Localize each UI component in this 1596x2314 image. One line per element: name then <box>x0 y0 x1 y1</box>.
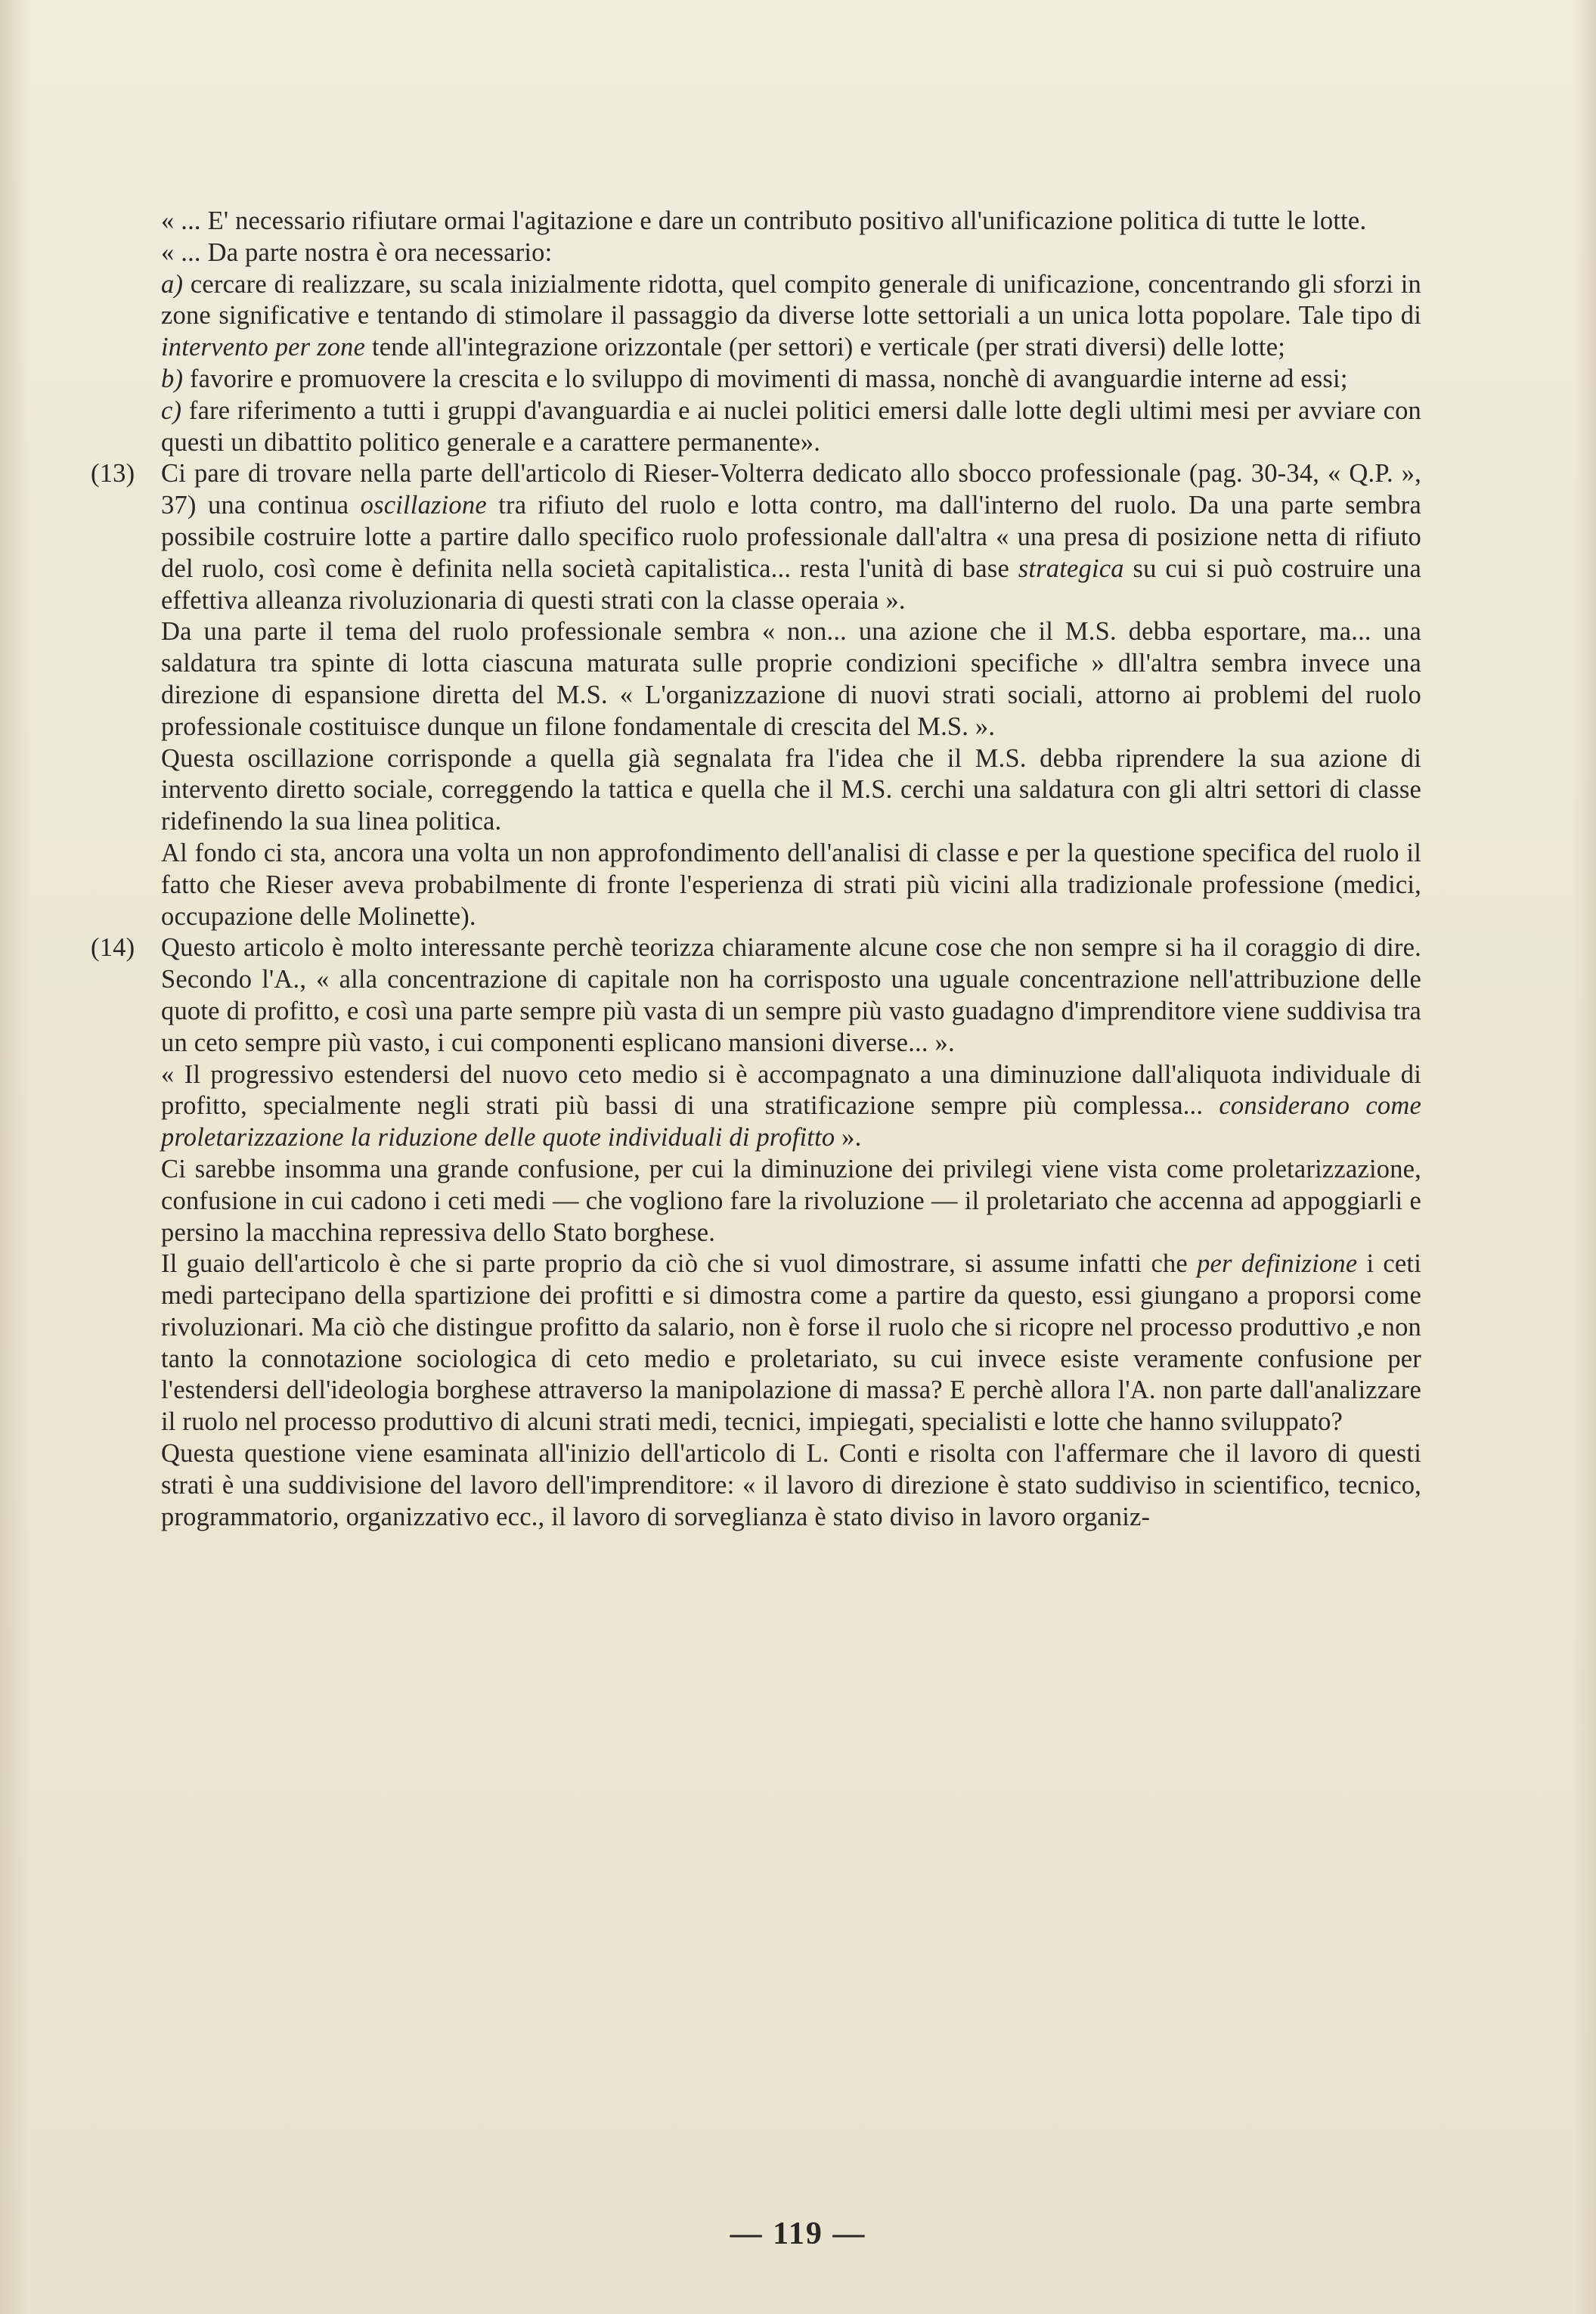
page-number: — 119 — <box>730 2216 866 2251</box>
footnote-13-paragraph-2: Da una parte il tema del ruolo professionale sembra « non... una azione che il M.S. debba esportare, ma... una saldatura tra spinte di lotta ciascuna maturata sulle proprie condizioni specifiche » dll'altra sembra invece una direzione di espansione diretta del M.S. « L'organizzazione di nuovi strati sociali, attorno ai problemi del ruolo professionale costituisce dunque un filone fondamentale di crescita del M.S. ». <box>161 617 1421 741</box>
list-label-b: b) <box>161 364 184 393</box>
footnote-label-14: (14) <box>91 933 135 963</box>
list-label-a: a) <box>161 269 184 299</box>
list-item-a: a) cercare di realizzare, su scala inizialmente ridotta, quel compito generale di unificazione, concentrando gli sforzi in zone significative e tentando di stimolare il passaggio da diverse lotte settoriali a un unica lotta popolare. Tale tipo di intervento per zone tende all'integrazione orizzontale (per settori) e verticale (per strati diversi) delle lotte; <box>161 269 1421 362</box>
list-item-c: c) fare riferimento a tutti i gruppi d'avanguardia e ai nuclei politici emersi dalle lotte degli ultimi mesi per avviare con questi un dibattito politico generale e a carattere permanente». <box>161 395 1421 457</box>
list-label-c: c) <box>161 395 182 425</box>
footnote-13-paragraph-3: Questa oscillazione corrisponde a quella già segnalata fra l'idea che il M.S. debba riprendere la sua azione di intervento diretto sociale, correggendo la tattica e quella che il M.S. cerchi una saldatura con gli altri settori di classe ridefinendo la sua linea politica. <box>161 743 1421 836</box>
footnote-13-paragraph-1: Ci pare di trovare nella parte dell'articolo di Rieser-Volterra dedicato allo sbocco professionale (pag. 30-34, « Q.P. », 37) una continua oscillazione tra rifiuto del ruolo e lotta contro, ma dall'interno del ruolo. Da una parte sembra possibile costruire lotte a partire dallo specifico ruolo professionale dall'altra « una presa di posizione netta di rifiuto del ruolo, così come è definita nella società capitalistica... resta l'unità di base strategica su cui si può costruire una effettiva alleanza rivoluzionaria di questi strati con la classe operaia ». <box>161 459 1421 615</box>
footnote-14 <box>91 932 1421 1533</box>
footnote-14-paragraph-2: « Il progressivo estendersi del nuovo ceto medio si è accompagnato a una diminuzione dall'aliquota individuale di profitto, specialmente negli strati più bassi di una stratificazione sempre più complessa... considerano come proletarizzazione la riduzione delle quote individuali di profitto ». <box>161 1059 1421 1152</box>
italic-phrase: intervento per zone <box>161 333 366 362</box>
list-item-b: b) favorire e promuovere la crescita e lo sviluppo di movimenti di massa, nonchè di avanguardie interne ad essi; <box>161 364 1348 393</box>
page-body <box>91 206 1421 1533</box>
footnote-14-paragraph-5: Questa questione viene esaminata all'inizio dell'articolo di L. Conti e risolta con l'affermare che il lavoro di questi strati è una suddivisione del lavoro dell'imprenditore: « il lavoro di direzione è stato suddiviso in scientifico, tecnico, programmatorio, organizzativo ecc., il lavoro di sorveglianza è stato diviso in lavoro organiz- <box>161 1439 1421 1531</box>
quote-paragraph-2: « ... Da parte nostra è ora necessario: <box>161 237 553 267</box>
quote-paragraph-1: « ... E' necessario rifiutare ormai l'agitazione e dare un contributo positivo all'unificazione politica di tutte le lotte. <box>161 206 1367 235</box>
footnote-14-paragraph-4: Il guaio dell'articolo è che si parte proprio da ciò che si vuol dimostrare, si assume infatti che per definizione i ceti medi partecipano della spartizione dei profitti e si dimostra come a partire da questo, essi giungano a proporsi come rivoluzionari. Ma ciò che distingue profitto da salario, non è forse il ruolo che si ricopre nel processo produttivo ,e non tanto la connotazione sociologica di ceto medio e proletariato, su cui invece esiste veramente confusione per l'estendersi dell'ideologia borghese attraverso la manipolazione di massa? E perchè allora l'A. non parte dall'analizzare il ruolo nel processo produttivo di alcuni strati medi, tecnici, impiegati, specialisti e lotte che hanno sviluppato? <box>161 1249 1421 1437</box>
footnote-13 <box>91 458 1421 932</box>
footnote-label-13: (13) <box>91 459 135 489</box>
footnote-13-paragraph-4: Al fondo ci sta, ancora una volta un non approfondimento dell'analisi di classe e per la questione specifica del ruolo il fatto che Rieser aveva probabilmente di fronte l'esperienza di strati più vicini alla tradizionale professione (medici, occupazione delle Molinette). <box>161 838 1421 931</box>
footnote-14-paragraph-3: Ci sarebbe insomma una grande confusione, per cui la diminuzione dei privilegi viene vista come proletarizzazione, confusione in cui cadono i ceti medi — che vogliono fare la rivoluzione — il proletariato che accenna ad appoggiarli e persino la macchina repressiva dello Stato borghese. <box>161 1154 1421 1247</box>
footnote-14-paragraph-1: Questo articolo è molto interessante perchè teorizza chiaramente alcune cose che non sempre si ha il coraggio di dire. Secondo l'A., « alla concentrazione di capitale non ha corrisposto una uguale concentrazione nell'attribuzione delle quote di profitto, e così una parte sempre più vasta di un sempre più vasto guadagno d'imprenditore viene suddivisa tra un ceto sempre più vasto, i cui componenti esplicano mansioni diverse... ». <box>161 933 1421 1057</box>
